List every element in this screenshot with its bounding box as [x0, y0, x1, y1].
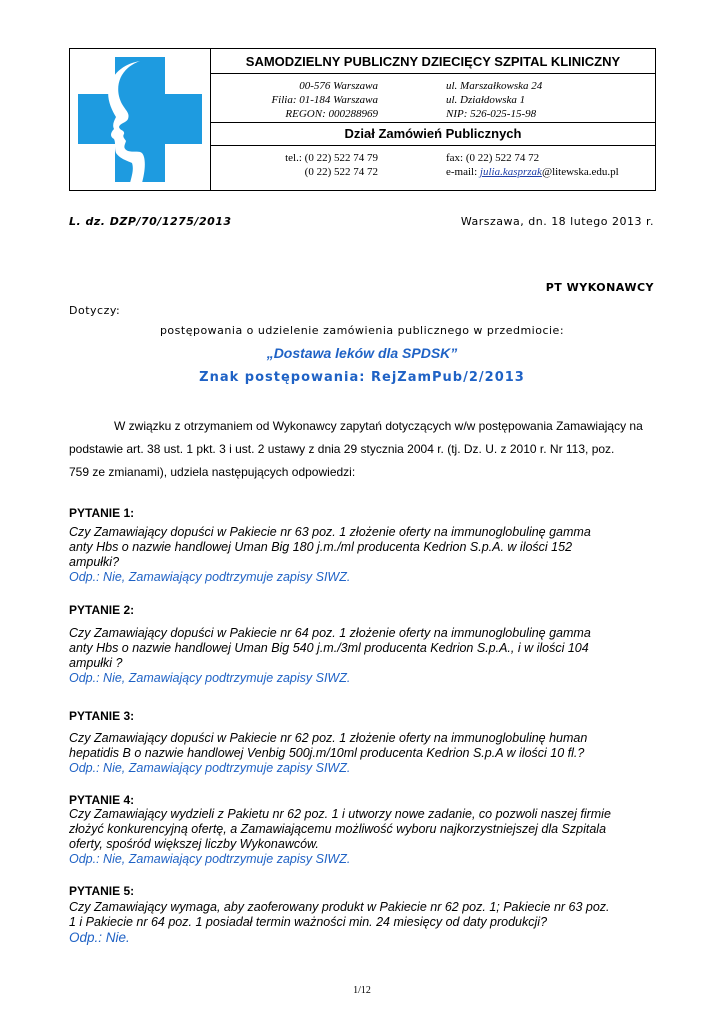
question-block: [69, 731, 656, 776]
contact-cell: [211, 146, 655, 190]
question-line: oferty, spośród większej liczby Wykonawców.: [69, 837, 319, 851]
question-line: Czy Zamawiający dopuści w Pakiecie nr 63 poz. 1 złożenie oferty na immunoglobulinę gamma: [69, 525, 591, 539]
subject-line: postępowania o udzielenie zamówienia publicznego w przedmiocie:: [159, 324, 565, 337]
question-line: Czy Zamawiający dopuści w Pakiecie nr 64 poz. 1 złożenie oferty na immunoglobulinę gamma: [69, 626, 591, 640]
address-cell: [211, 74, 655, 123]
question-label: PYTANIE 4:: [69, 793, 135, 807]
address-line: ul. Działdowska 1: [446, 94, 526, 106]
address-left: [271, 79, 378, 121]
concerns-label: Dotyczy:: [69, 304, 121, 317]
department-cell: [211, 123, 655, 146]
question-line: ampułki?: [69, 555, 120, 569]
letter-date: Warszawa, dn. 18 lutego 2013 r.: [460, 215, 654, 228]
question-line: 1 i Pakiecie nr 64 poz. 1 posiadał termin ważności min. 24 miesięcy od daty produkcji?: [69, 915, 548, 929]
addressee: PT WYKONAWCY: [545, 281, 654, 294]
email-user: julia.kasprzak: [479, 166, 542, 178]
fax-line: fax: (0 22) 522 74 72: [446, 152, 540, 164]
page-number: 1/12: [353, 985, 371, 996]
question-block: [69, 900, 656, 945]
question-label: PYTANIE 1:: [69, 506, 135, 520]
question-line: anty Hbs o nazwie handlowej Uman Big 540 j.m./3ml producenta Kedrion S.p.A., i w ilości 104: [69, 641, 589, 655]
question-line: Czy Zamawiający wydzieli z Pakietu nr 62 poz. 1 i utworzy nowe zadanie, co pozwoli naszej firmie: [69, 807, 611, 821]
intro-line: [69, 415, 656, 438]
intro-text: W związku z otrzymaniem od Wykonawcy zapytań dotyczących w/w postępowania Zamawiający na: [114, 419, 643, 433]
procurement-title: „Dostawa leków dla SPDSK”: [266, 345, 458, 361]
answer-line: Odp.: Nie, Zamawiający podtrzymuje zapisy SIWZ.: [69, 671, 351, 685]
email-label: e-mail:: [446, 166, 480, 178]
hospital-name: SAMODZIELNY PUBLICZNY DZIECIĘCY SZPITAL KLINICZNY: [245, 54, 621, 69]
question-label: PYTANIE 3:: [69, 709, 135, 723]
answer-line: Odp.: Nie.: [69, 930, 130, 945]
letterhead: [69, 48, 656, 191]
question-line: złożyć konkurencyjną ofertę, a Zamawiającemu możliwość wyboru najkorzystniejszej dla Szpitala: [69, 822, 607, 836]
intro-line: 759 ze zmianami), udziela następujących odpowiedzi:: [69, 465, 356, 479]
email-line: [446, 165, 619, 179]
question-line: Czy Zamawiający dopuści w Pakiecie nr 62 poz. 1 złożenie oferty na immunoglobulinę human: [69, 731, 588, 745]
cross-face-logo-icon: [70, 49, 210, 190]
fax-email-block: [446, 151, 619, 179]
phone-line: (0 22) 522 74 72: [304, 166, 378, 178]
question-line: anty Hbs o nazwie handlowej Uman Big 180 j.m./ml producenta Kedrion S.p.A. w ilości 152: [69, 540, 573, 554]
phone-block: [285, 151, 378, 179]
address-line: REGON: 000288969: [285, 108, 378, 120]
question-block: [69, 807, 656, 867]
intro-paragraph: [69, 415, 656, 484]
question-line: Czy Zamawiający wymaga, aby zaoferowany produkt w Pakiecie nr 62 poz. 1; Pakiecie nr 63 poz.: [69, 900, 610, 914]
answer-line: Odp.: Nie, Zamawiający podtrzymuje zapisy SIWZ.: [69, 852, 351, 866]
question-label: PYTANIE 2:: [69, 603, 135, 617]
email-domain: @litewska.edu.pl: [541, 166, 619, 178]
hospital-logo: [70, 49, 211, 190]
question-block: [69, 626, 656, 686]
question-line: ampułki ?: [69, 656, 123, 670]
address-line: 00-576 Warszawa: [299, 80, 378, 92]
address-right: [446, 79, 542, 121]
question-block: [69, 525, 656, 585]
address-line: Filia: 01-184 Warszawa: [271, 94, 378, 106]
answer-line: Odp.: Nie, Zamawiający podtrzymuje zapisy SIWZ.: [69, 570, 351, 584]
case-number: Znak postępowania: RejZamPub/2/2013: [199, 370, 525, 385]
department-name: Dział Zamówień Publicznych: [344, 126, 522, 141]
email-link[interactable]: [480, 166, 542, 178]
address-line: ul. Marszałkowska 24: [446, 80, 543, 92]
reference-number: L. dz. DZP/70/1275/2013: [69, 215, 232, 228]
question-label: PYTANIE 5:: [69, 884, 135, 898]
phone-line: tel.: (0 22) 522 74 79: [285, 152, 378, 164]
answer-line: Odp.: Nie, Zamawiający podtrzymuje zapisy SIWZ.: [69, 761, 351, 775]
question-line: hepatidis B o nazwie handlowej Venbig 500j.m/10ml producenta Kedrion S.p.A w ilości 10 fl.?: [69, 746, 585, 760]
hospital-name-cell: [211, 49, 655, 74]
intro-line: podstawie art. 38 ust. 1 pkt. 3 i ust. 2 ustawy z dnia 29 stycznia 2004 r. (tj. Dz. U. z 2010 r. Nr 113, poz.: [69, 442, 615, 456]
address-line: NIP: 526-025-15-98: [446, 108, 537, 120]
